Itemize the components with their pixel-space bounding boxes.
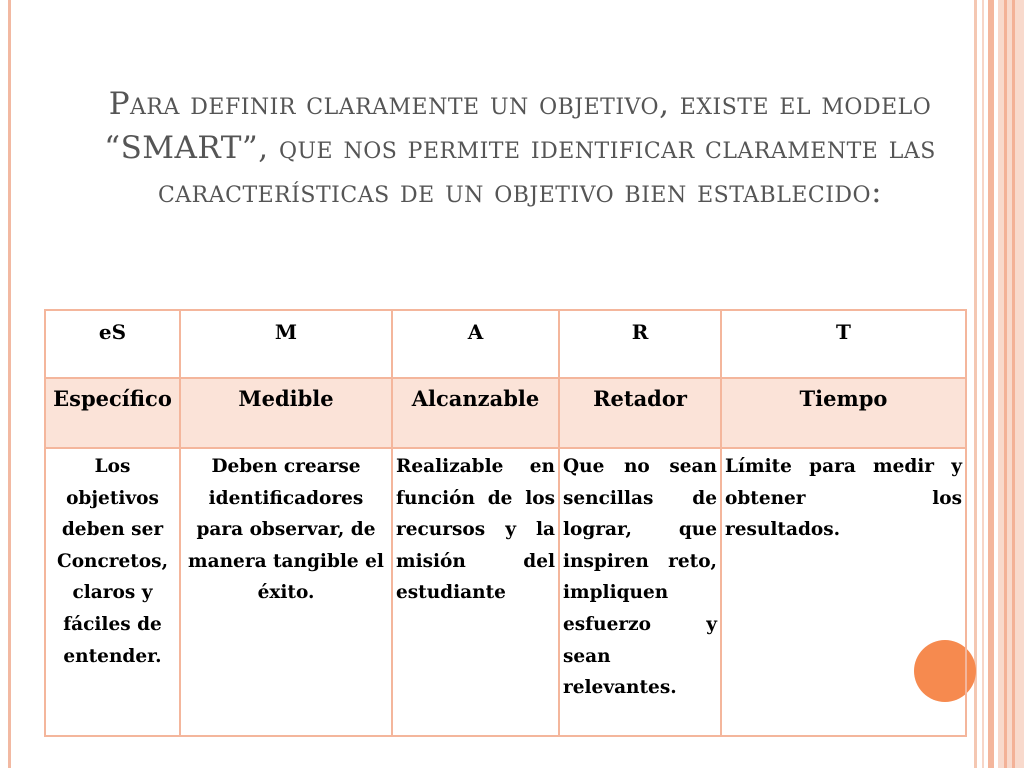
letter-cell-t: T: [721, 310, 966, 378]
letter-cell-m: M: [180, 310, 392, 378]
letter-cell-a: A: [392, 310, 559, 378]
name-cell-retador: Retador: [559, 378, 721, 448]
name-cell-medible: Medible: [180, 378, 392, 448]
smart-table: [44, 309, 967, 737]
name-cell-alcanzable: Alcanzable: [392, 378, 559, 448]
right-decorative-stripes: [974, 0, 1024, 768]
table-row-names: [45, 378, 966, 448]
desc-cell-especifico: Los objetivos deben ser Concretos, claros y fáciles de entender.: [45, 448, 180, 736]
slide-title: Para definir claramente un objetivo, existe el modelo “SMART”, que nos permite identificar claramente las características de un objetivo bien establecido:: [104, 86, 936, 210]
name-cell-especifico: Específico: [45, 378, 180, 448]
table-row-descriptions: [45, 448, 966, 736]
left-decorative-rule: [8, 0, 11, 768]
desc-cell-alcanzable: Realizable en función de los recursos y la misión del estudiante: [392, 448, 559, 736]
desc-cell-retador: Que no sean sencillas de lograr, que inspiren reto, impliquen esfuerzo y sean relevantes.: [559, 448, 721, 736]
name-cell-tiempo: Tiempo: [721, 378, 966, 448]
desc-cell-medible: Deben crearse identificadores para observar, de manera tangible el éxito.: [180, 448, 392, 736]
desc-cell-tiempo: Límite para medir y obtener los resultados.: [721, 448, 966, 736]
table-row-letters: [45, 310, 966, 378]
letter-cell-r: R: [559, 310, 721, 378]
letter-cell-s: eS: [45, 310, 180, 378]
